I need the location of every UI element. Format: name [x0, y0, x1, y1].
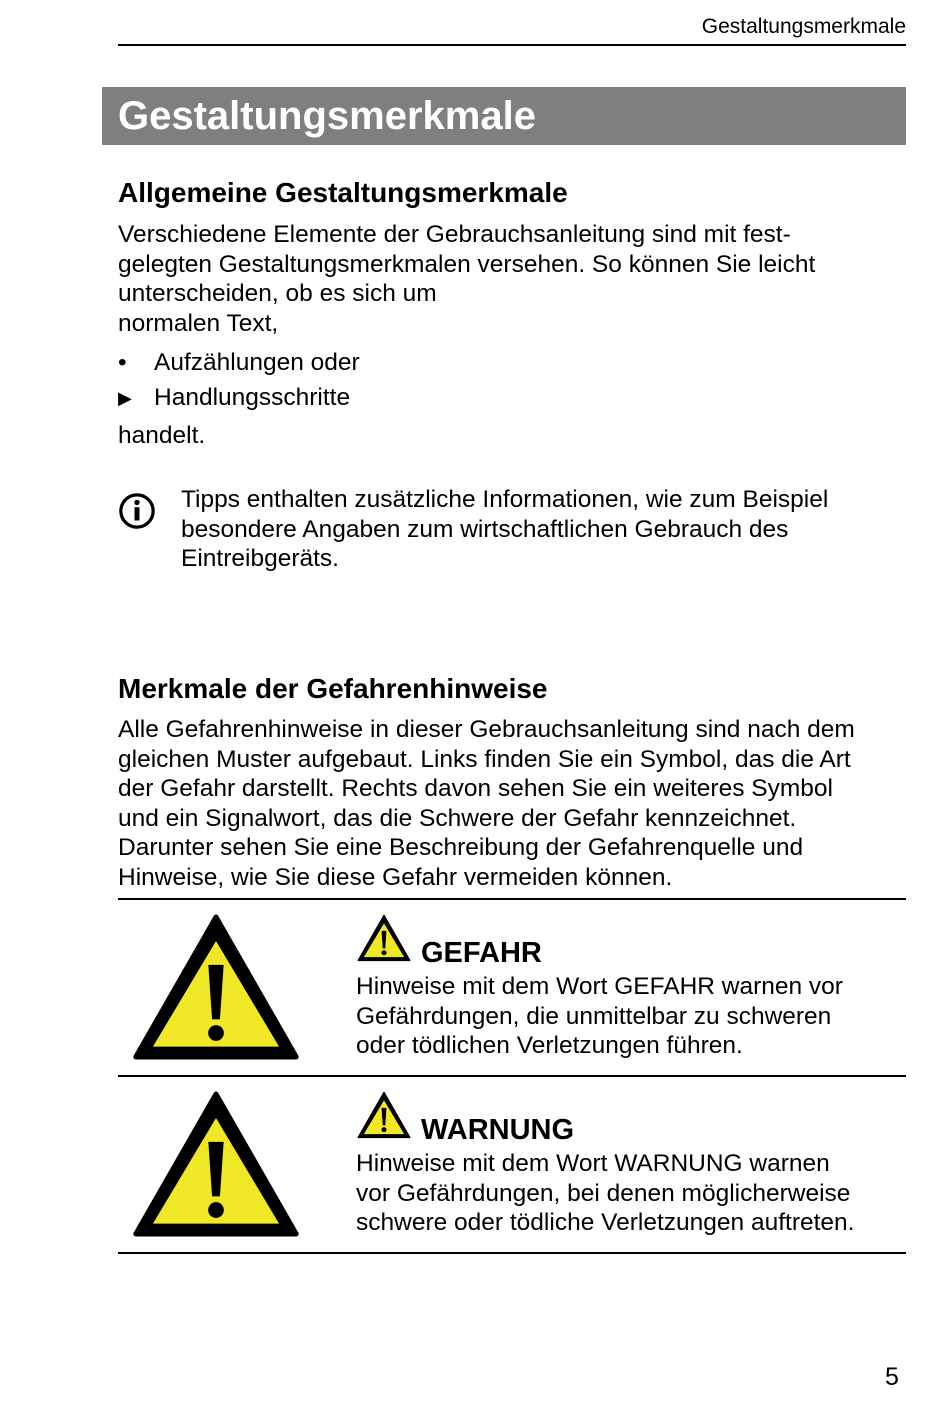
text-line: Darunter sehen Sie eine Beschreibung der Gefahrenquelle und [118, 834, 804, 862]
text-line: der Gefahr darstellt. Rechts davon sehen Sie ein weiteres Symbol [118, 775, 833, 803]
divider [118, 1252, 906, 1254]
text-line: schwere oder tödliche Verletzungen auftreten. [356, 1209, 855, 1237]
text-line: unterscheiden, ob es sich um [118, 280, 437, 308]
tip-line: Eintreibgeräts. [181, 545, 339, 573]
text-line: Verschiedene Elemente der Gebrauchsanleitung sind mit fest- [118, 221, 791, 248]
text-line: gelegten Gestaltungsmerkmalen versehen. So können Sie leicht [118, 250, 816, 278]
divider [118, 898, 906, 900]
warning-triangle-small-icon [356, 1091, 412, 1139]
hazard-description-warning [356, 1149, 896, 1238]
hazard-description-danger [356, 972, 896, 1061]
hazard-intro [118, 715, 855, 893]
text-line: oder tödlichen Verletzungen führen. [356, 1032, 743, 1060]
text-line: Hinweise mit dem Wort WARNUNG warnen [356, 1150, 830, 1177]
warning-triangle-small-icon [356, 914, 412, 962]
text-line: normalen Text, [118, 309, 279, 337]
running-header: Gestaltungsmerkmale [118, 12, 906, 46]
text-line: Hinweise, wie Sie diese Gefahr vermeiden können. [118, 863, 673, 891]
step-label: Handlungsschritte [154, 384, 351, 411]
tip-line: besondere Angaben zum wirtschaftlichen Gebrauch des [181, 515, 789, 543]
general-closing: handelt. [118, 422, 206, 449]
chapter-title-bar [102, 87, 906, 145]
text-line: Hinweise mit dem Wort GEFAHR warnen vor [356, 973, 843, 1000]
section-heading-general: Allgemeine Gestaltungsmerkmale [118, 177, 568, 208]
page-number: 5 [885, 1363, 899, 1391]
section-heading-hazard: Merkmale der Gefahrenhinweise [118, 673, 548, 704]
chapter-title: Gestaltungsmerkmale [118, 94, 536, 138]
warning-triangle-icon [130, 912, 302, 1062]
bullet-label: Aufzählungen oder [154, 349, 360, 376]
text-line: vor Gefährdungen, bei denen möglicherweise [356, 1179, 851, 1207]
warning-triangle-icon [130, 1089, 302, 1239]
tip-text [181, 485, 901, 574]
text-line: gleichen Muster aufgebaut. Links finden Sie ein Symbol, das die Art [118, 745, 851, 773]
bullet-symbol: • [118, 349, 127, 376]
text-line: Alle Gefahrenhinweise in dieser Gebrauchsanleitung sind nach dem [118, 716, 855, 743]
text-line: Gefährdungen, die unmittelbar zu schweren [356, 1002, 832, 1030]
text-line: und ein Signalwort, das die Schwere der Gefahr kennzeichnet. [118, 804, 797, 832]
signal-word-danger: GEFAHR [421, 937, 542, 969]
info-icon [118, 492, 156, 530]
divider [118, 1075, 906, 1077]
signal-word-warning: WARNUNG [421, 1114, 575, 1146]
tip-line: Tipps enthalten zusätzliche Informationen, wie zum Beispiel [181, 486, 829, 513]
step-arrow-symbol: ▶ [118, 388, 132, 408]
general-intro [118, 220, 815, 338]
